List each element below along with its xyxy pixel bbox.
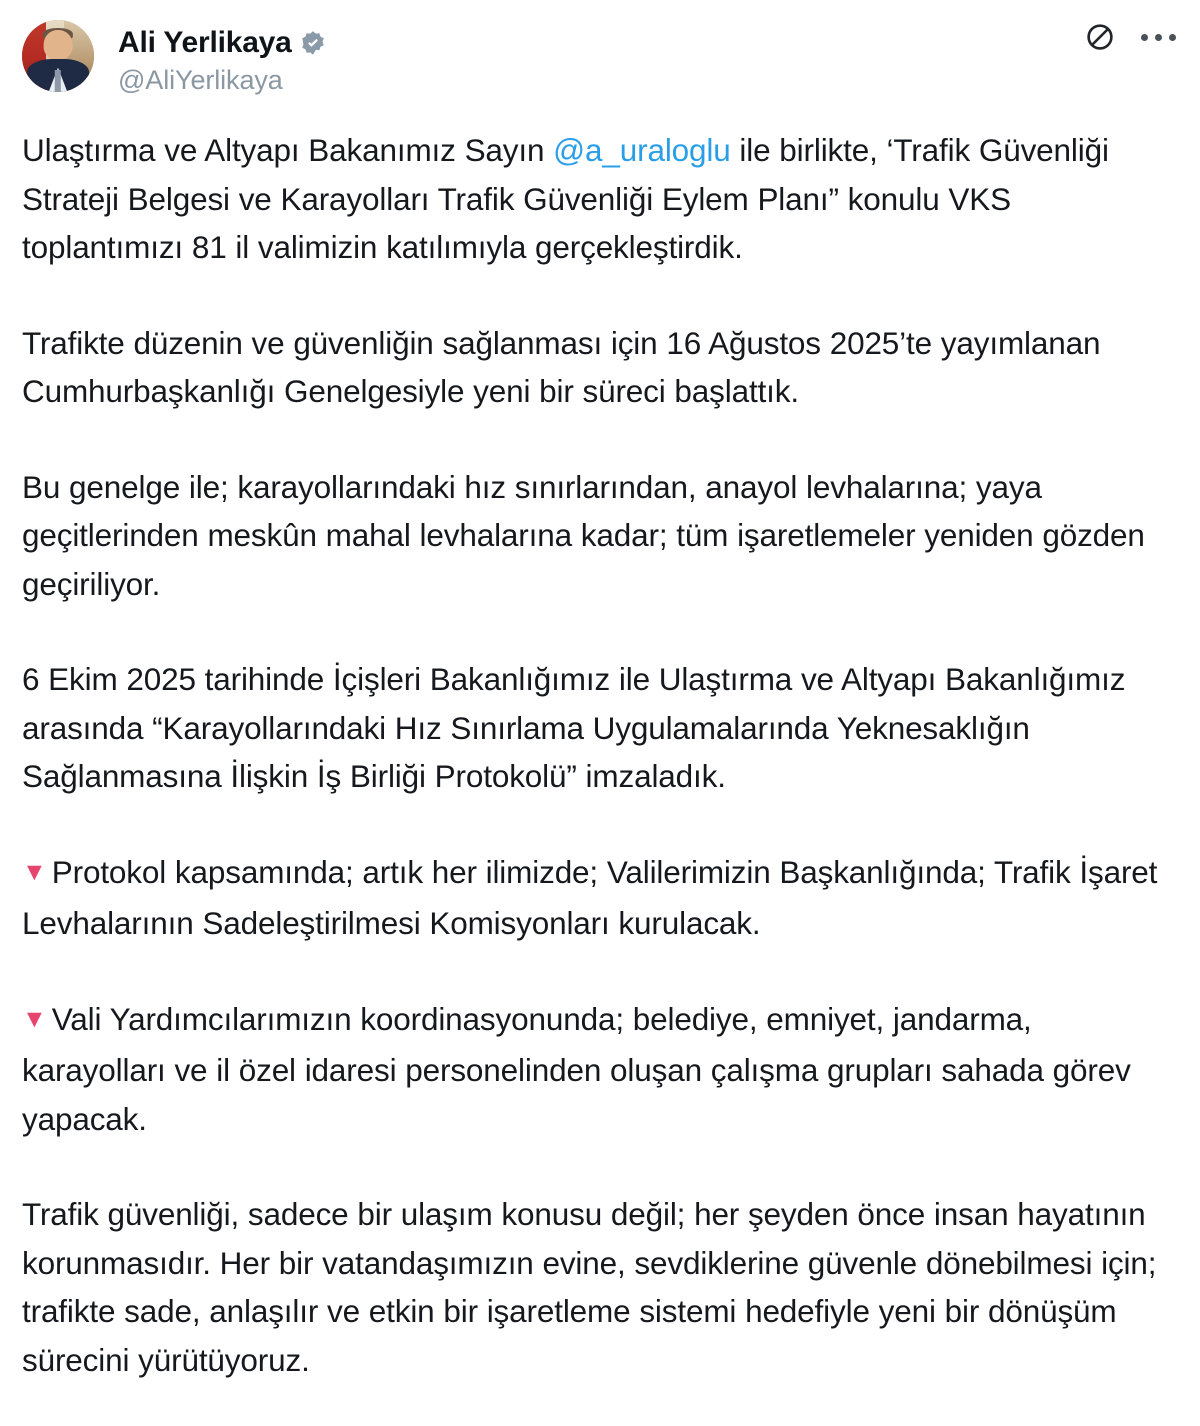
dot xyxy=(1141,34,1148,41)
author-display-name[interactable]: Ali Yerlikaya xyxy=(118,26,292,59)
post-header xyxy=(0,0,1200,112)
dot xyxy=(1169,34,1176,41)
post-body xyxy=(0,126,1200,1384)
avatar[interactable] xyxy=(22,20,94,92)
author-identity xyxy=(118,14,326,94)
post-paragraph xyxy=(22,655,1178,801)
bullet-triangle-icon: ▼ xyxy=(22,857,47,886)
post-text: Ulaştırma ve Altyapı Bakanımız Sayın xyxy=(22,132,554,168)
post-text: 6 Ekim 2025 tarihinde İçişleri Bakanlığımız ile Ulaştırma ve Altyapı Bakanlığımız arasında “Karayollarındaki Hız Sınırlama Uygulamalarında Yeknesaklığın Sağlanmasına İlişkin İş Birliği Protokolü” imzaladık. xyxy=(22,661,1126,794)
bullet-triangle-icon: ▼ xyxy=(22,1004,47,1033)
dot xyxy=(1155,34,1162,41)
post-header-actions xyxy=(1085,22,1176,52)
post-paragraph xyxy=(22,319,1178,416)
grok-icon[interactable] xyxy=(1085,22,1115,52)
post-text: Protokol kapsamında; artık her ilimizde; Valilerimizin Başkanlığında; Trafik İşaret Levhalarının Sadeleştirilmesi Komisyonları kurulacak. xyxy=(22,853,1158,941)
author-name-row xyxy=(118,28,326,58)
post-paragraph xyxy=(22,463,1178,609)
post-paragraph xyxy=(22,995,1178,1144)
post-text: Trafikte düzenin ve güvenliğin sağlanması için 16 Ağustos 2025’te yayımlanan Cumhurbaşkanlığı Genelgesiyle yeni bir süreci başlattık. xyxy=(22,324,1101,409)
post-paragraph xyxy=(22,126,1178,272)
verified-badge-icon[interactable] xyxy=(300,30,326,56)
post-text: Bu genelge ile; karayollarındaki hız sınırlarından, anayol levhalarına; yaya geçitlerinden meskûn mahal levhalarına kadar; tüm işaretlemeler yeniden gözden geçiriliyor. xyxy=(22,468,1145,602)
post-text: Trafik güvenliği, sadece bir ulaşım konusu değil; her şeyden önce insan hayatının korunmasıdır. Her bir vatandaşımızın evine, sevdiklerine güvenle dönebilmesi için; trafikte sade, anlaşılır ve etkin bir işaretleme sistemi hedefiyle yeni bir dönüşüm sürecini yürütüyoruz. xyxy=(22,1196,1157,1378)
author-handle[interactable]: @AliYerlikaya xyxy=(118,65,283,95)
more-options-icon[interactable] xyxy=(1141,34,1176,41)
avatar-head xyxy=(44,30,73,60)
post-text: ile birlikte, ‘Trafik Güvenliği Strateji Belgesi ve Karayolları Trafik Güvenliği Eylem Planı” konulu VKS toplantımızı 81 il valimizin katılımıyla gerçekleştirdik. xyxy=(22,132,1109,265)
mention-link[interactable]: @a_uraloglu xyxy=(553,132,731,168)
avatar-tie xyxy=(55,70,61,92)
post-paragraph xyxy=(22,1190,1178,1384)
post-text: Vali Yardımcılarımızın koordinasyonunda; belediye, emniyet, jandarma, karayolları ve il özel idaresi personelinden oluşan çalışma grupları sahada görev yapacak. xyxy=(22,1000,1131,1137)
post-paragraph xyxy=(22,848,1178,948)
